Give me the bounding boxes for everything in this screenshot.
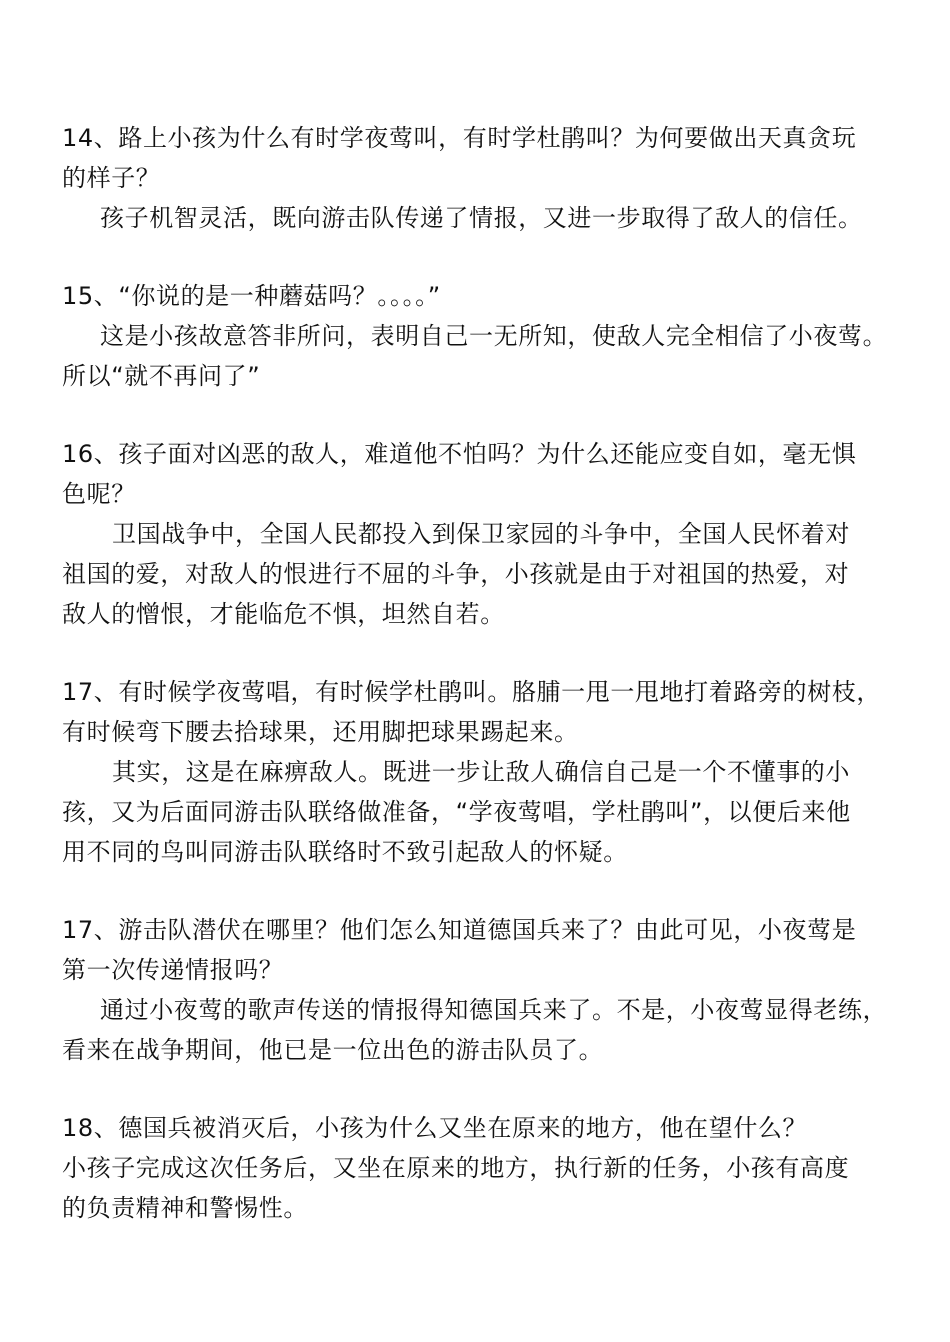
answer-line: 看来在战争期间，他已是一位出色的游击队员了。 — [62, 1036, 604, 1064]
question-17a — [62, 672, 902, 752]
answer-18 — [62, 1148, 902, 1228]
answer-line: 小孩子完成这次任务后，又坐在原来的地方，执行新的任务，小孩有高度 — [62, 1154, 850, 1182]
question-line: 15、“你说的是一种蘑菇吗？。。。。” — [62, 282, 441, 310]
answer-line: 敌人的憎恨，才能临危不惧，坦然自若。 — [62, 600, 505, 628]
question-line: 16、孩子面对凶恶的敌人，难道他不怕吗？为什么还能应变自如，毫无惧 — [62, 440, 857, 468]
qa-item-17b — [62, 910, 902, 1070]
answer-line: 孩子机智灵活，既向游击队传递了情报，又进一步取得了敌人的信任。 — [100, 204, 863, 232]
qa-item-15 — [62, 276, 902, 396]
answer-line: 其实，这是在麻痹敌人。既进一步让敌人确信自己是一个不懂事的小 — [112, 758, 850, 786]
answer-14 — [62, 198, 902, 238]
answer-line: 所以“就不再问了” — [62, 362, 261, 390]
question-line: 第一次传递情报吗？ — [62, 956, 284, 984]
question-18 — [62, 1108, 902, 1148]
question-line: 14、路上小孩为什么有时学夜莺叫，有时学杜鹃叫？为何要做出天真贪玩 — [62, 124, 857, 152]
answer-line: 的负责精神和警惕性。 — [62, 1194, 308, 1222]
question-line: 的样子？ — [62, 164, 161, 192]
document-page — [62, 118, 902, 1266]
answer-line: 祖国的爱，对敌人的恨进行不屈的斗争，小孩就是由于对祖国的热爱，对 — [62, 560, 850, 588]
answer-17b — [62, 990, 902, 1070]
qa-item-16 — [62, 434, 902, 634]
qa-item-17a — [62, 672, 902, 872]
answer-16 — [62, 514, 902, 634]
question-line: 有时候弯下腰去拾球果，还用脚把球果踢起来。 — [62, 718, 579, 746]
qa-item-14 — [62, 118, 902, 238]
question-line: 17、游击队潜伏在哪里？他们怎么知道德国兵来了？由此可见，小夜莺是 — [62, 916, 857, 944]
question-17b — [62, 910, 902, 990]
question-line: 17、有时候学夜莺唱，有时候学杜鹃叫。胳脯一甩一甩地打着路旁的树枝， — [62, 678, 881, 706]
answer-line: 这是小孩故意答非所问，表明自己一无所知，使敌人完全相信了小夜莺。 — [100, 322, 888, 350]
answer-line: 用不同的鸟叫同游击队联络时不致引起敌人的怀疑。 — [62, 838, 628, 866]
answer-line: 孩，又为后面同游击队联络做准备，“学夜莺唱，学杜鹃叫”，以便后来他 — [62, 798, 851, 826]
answer-15 — [62, 316, 902, 396]
answer-17a — [62, 752, 902, 872]
question-16 — [62, 434, 902, 514]
qa-item-18 — [62, 1108, 902, 1228]
question-line: 18、德国兵被消灭后，小孩为什么又坐在原来的地方，他在望什么？ — [62, 1114, 808, 1142]
question-15 — [62, 276, 902, 316]
question-line: 色呢？ — [62, 480, 136, 508]
question-14 — [62, 118, 902, 198]
answer-line: 卫国战争中，全国人民都投入到保卫家园的斗争中，全国人民怀着对 — [112, 520, 850, 548]
answer-line: 通过小夜莺的歌声传送的情报得知德国兵来了。不是，小夜莺显得老练， — [100, 996, 888, 1024]
